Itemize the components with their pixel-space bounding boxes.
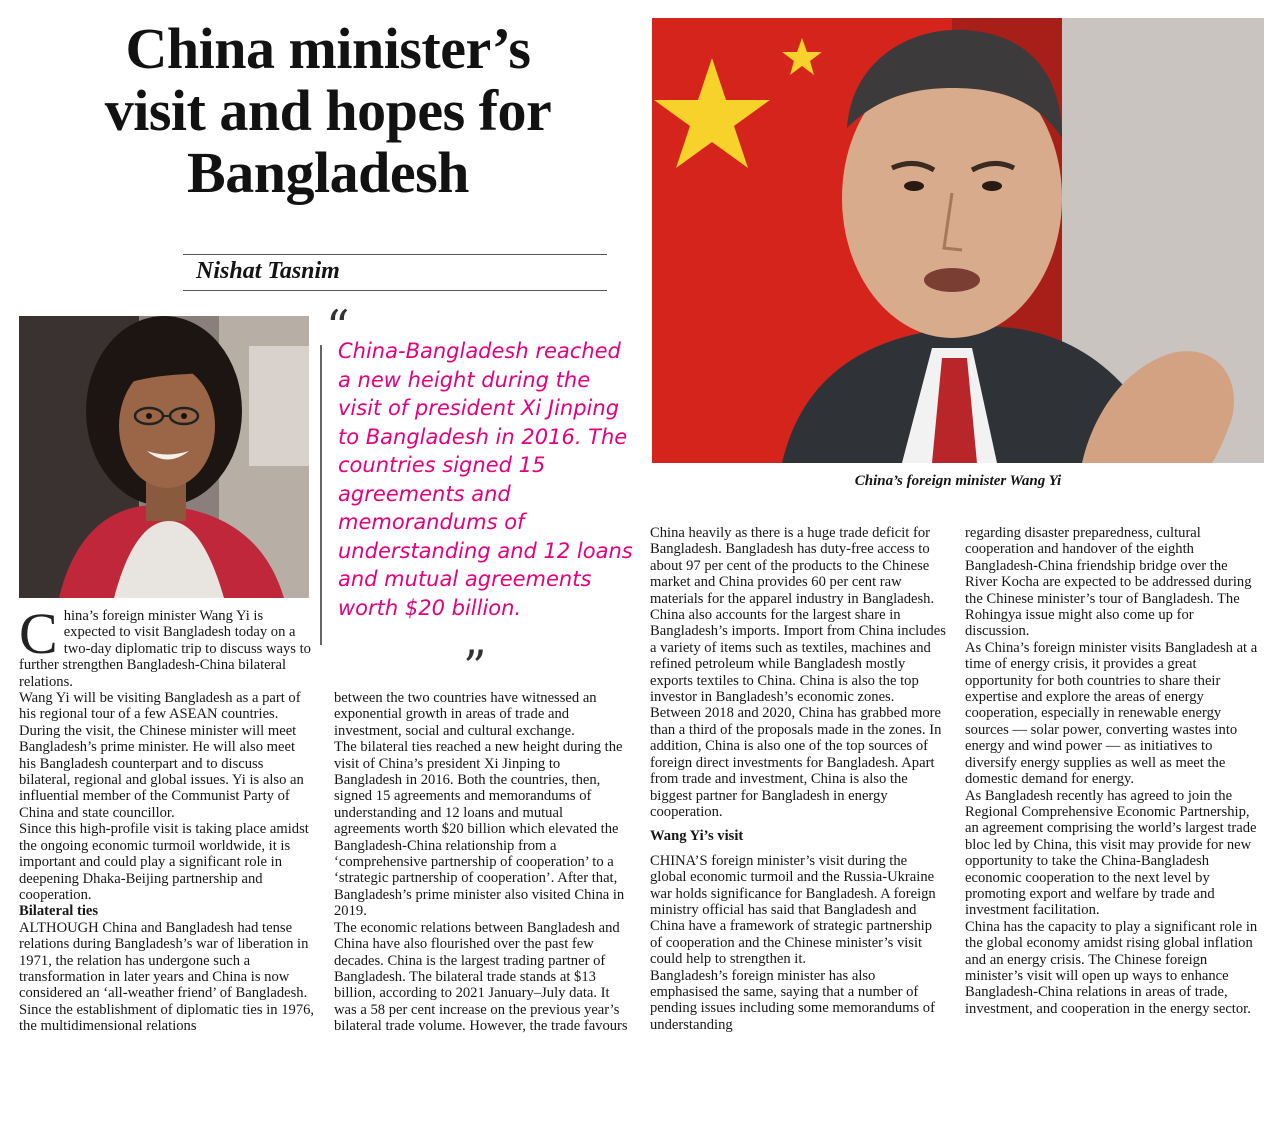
byline: Nishat Tasnim [196, 258, 340, 284]
photo-caption: China’s foreign minister Wang Yi [854, 473, 1062, 489]
author-photo [19, 316, 309, 598]
subhead-bilateral-ties: Bilateral ties [19, 903, 99, 920]
quote-close-mark: ” [463, 640, 487, 694]
pullquote: China-Bangladesh reached a new height during the visit of president Xi Jinping to Bangladesh in 2016. The countries signed 15 agreements and memorandums of understanding and 12 loans and mutual agreements worth $20 billion. [338, 339, 633, 620]
subhead-wang-yi-visit: Wang Yi’s visit [650, 828, 744, 845]
article-column-4 [965, 525, 1261, 1017]
paragraph: CHINA’S foreign minister’s visit during the global economic turmoil and the Russia-Ukraine war holds significance for Bangladesh. A foreign ministry official has said that Bangladesh and China have a framework of strategic partnership of cooperation and the Chinese minister’s visit could help to strengthen it. [650, 852, 936, 968]
headline-line-2: visit and hopes for [104, 78, 552, 143]
headline [18, 18, 638, 204]
paragraph: Bangladesh’s foreign minister has also emphasised the same, saying that a number of pending issues including some memorandums of understanding [650, 967, 935, 1033]
article-column-1 [19, 601, 315, 1035]
paragraph: between the two countries have witnessed an exponential growth in areas of trade and investment, social and cultural exchange. [334, 690, 597, 739]
paragraph: Wang Yi will be visiting Bangladesh as a part of his regional tour of a few ASEAN countries. During the visit, the Chinese minister will meet Bangladesh’s prime minister. He will also meet his Bangladesh counterpart and to discuss bilateral, regional and global issues. Yi is also an influential member of the Communist Party of China and state councillor. [19, 690, 304, 821]
minister-portrait-icon [652, 18, 1264, 463]
paragraph: As Bangladesh recently has agreed to join the Regional Comprehensive Economic Partnership, an agreement comprising the world’s largest trade bloc led by China, this visit may provide for new opportunity to take the China-Bangladesh economic cooperation to the next level by promoting export and welfare by trade and investment facilitation. [965, 787, 1257, 919]
author-portrait-icon [19, 316, 309, 598]
article-column-3 [650, 525, 946, 1033]
headline-line-1: China minister’s [125, 16, 531, 81]
quote-open-mark: “ [326, 300, 350, 354]
paragraph: China heavily as there is a huge trade deficit for Bangladesh. Bangladesh has duty-free access to about 97 per cent of the products to the Chinese market and China provides 60 per cent raw materials for the apparel industry in Bangladesh. [650, 525, 935, 607]
headline-line-3: Bangladesh [187, 140, 469, 205]
byline-divider-top [183, 254, 607, 255]
paragraph-intro [19, 601, 315, 690]
intro-text: hina’s foreign minister Wang Yi is expected to visit Bangladesh today on a two-day diplomatic trip to discuss ways to further strengthen Bangladesh-China bilateral relations. [19, 608, 311, 690]
minister-photo [652, 18, 1264, 463]
paragraph: regarding disaster preparedness, cultural cooperation and handover of the eighth Bangladesh-China friendship bridge over the River Kocha are expected to be addressed during the Chinese minister’s tour of Bangladesh. The Rohingya issue might also come up for discussion. [965, 525, 1252, 640]
article-column-2 [334, 690, 630, 1035]
byline-divider-bottom [183, 290, 607, 291]
paragraph: China has the capacity to play a significant role in the global economy amidst rising global inflation and an energy crisis. The Chinese foreign minister’s visit will open up ways to enhance Bangladesh-China relations in areas of trade, investment, and cooperation in the energy sector. [965, 918, 1258, 1017]
paragraph: China also accounts for the largest share in Bangladesh’s imports. Import from China includes a variety of items such as textiles, machines and refined petroleum while Bangladesh mostly exports textiles to China. China is also the top investor in Bangladesh’s economic zones. Between 2018 and 2020, China has grabbed more than a third of the proposals made in the zones. In addition, China is also one of the top sources of foreign direct investments for Bangladesh. Apart from trade and investment, China is also the biggest partner for Bangladesh in energy cooperation. [650, 607, 946, 820]
paragraph: As China’s foreign minister visits Bangladesh at a time of energy crisis, it provides a great opportunity for both countries to share their expertise and explore the areas of energy cooperation, especially in renewable energy sources — solar power, converting wastes into energy and wind power — as initiatives to diversify energy supplies as well as meet the domestic demand for energy. [965, 639, 1258, 788]
paragraph: Since this high-profile visit is taking place amidst the ongoing economic turmoil worldwide, it is important and could play a significant role in deepening Dhaka-Beijing partnership and cooperation. [19, 821, 309, 903]
paragraph: ALTHOUGH China and Bangladesh had tense relations during Bangladesh’s war of liberation in 1971, the relation has undergone such a transformation in later years and China is now considered an ‘all-weather friend’ of Bangladesh. Since the establishment of diplomatic ties in 1976, the multidimensional relations [19, 919, 315, 1035]
paragraph: The economic relations between Bangladesh and China have also flourished over the past few decades. China is the largest trading partner of Bangladesh. The bilateral trade stands at $13 billion, according to 2021 January–July data. It was a 58 per cent increase on the previous year’s bilateral trade volume. However, the trade favours [334, 919, 628, 1035]
paragraph: The bilateral ties reached a new height during the visit of China’s president Xi Jinping to Bangladesh in 2016. Both the countries, then, signed 15 agreements and memorandums of understanding and 12 loans and mutual agreements worth $20 billion which elevated the Bangladesh-China relationship from a ‘comprehensive partnership of cooperation’ to a ‘strategic partnership of cooperation’. After that, Bangladesh’s prime minister also visited China in 2019. [334, 739, 625, 920]
pullquote-rule [320, 345, 322, 645]
dropcap: C [19, 601, 58, 666]
